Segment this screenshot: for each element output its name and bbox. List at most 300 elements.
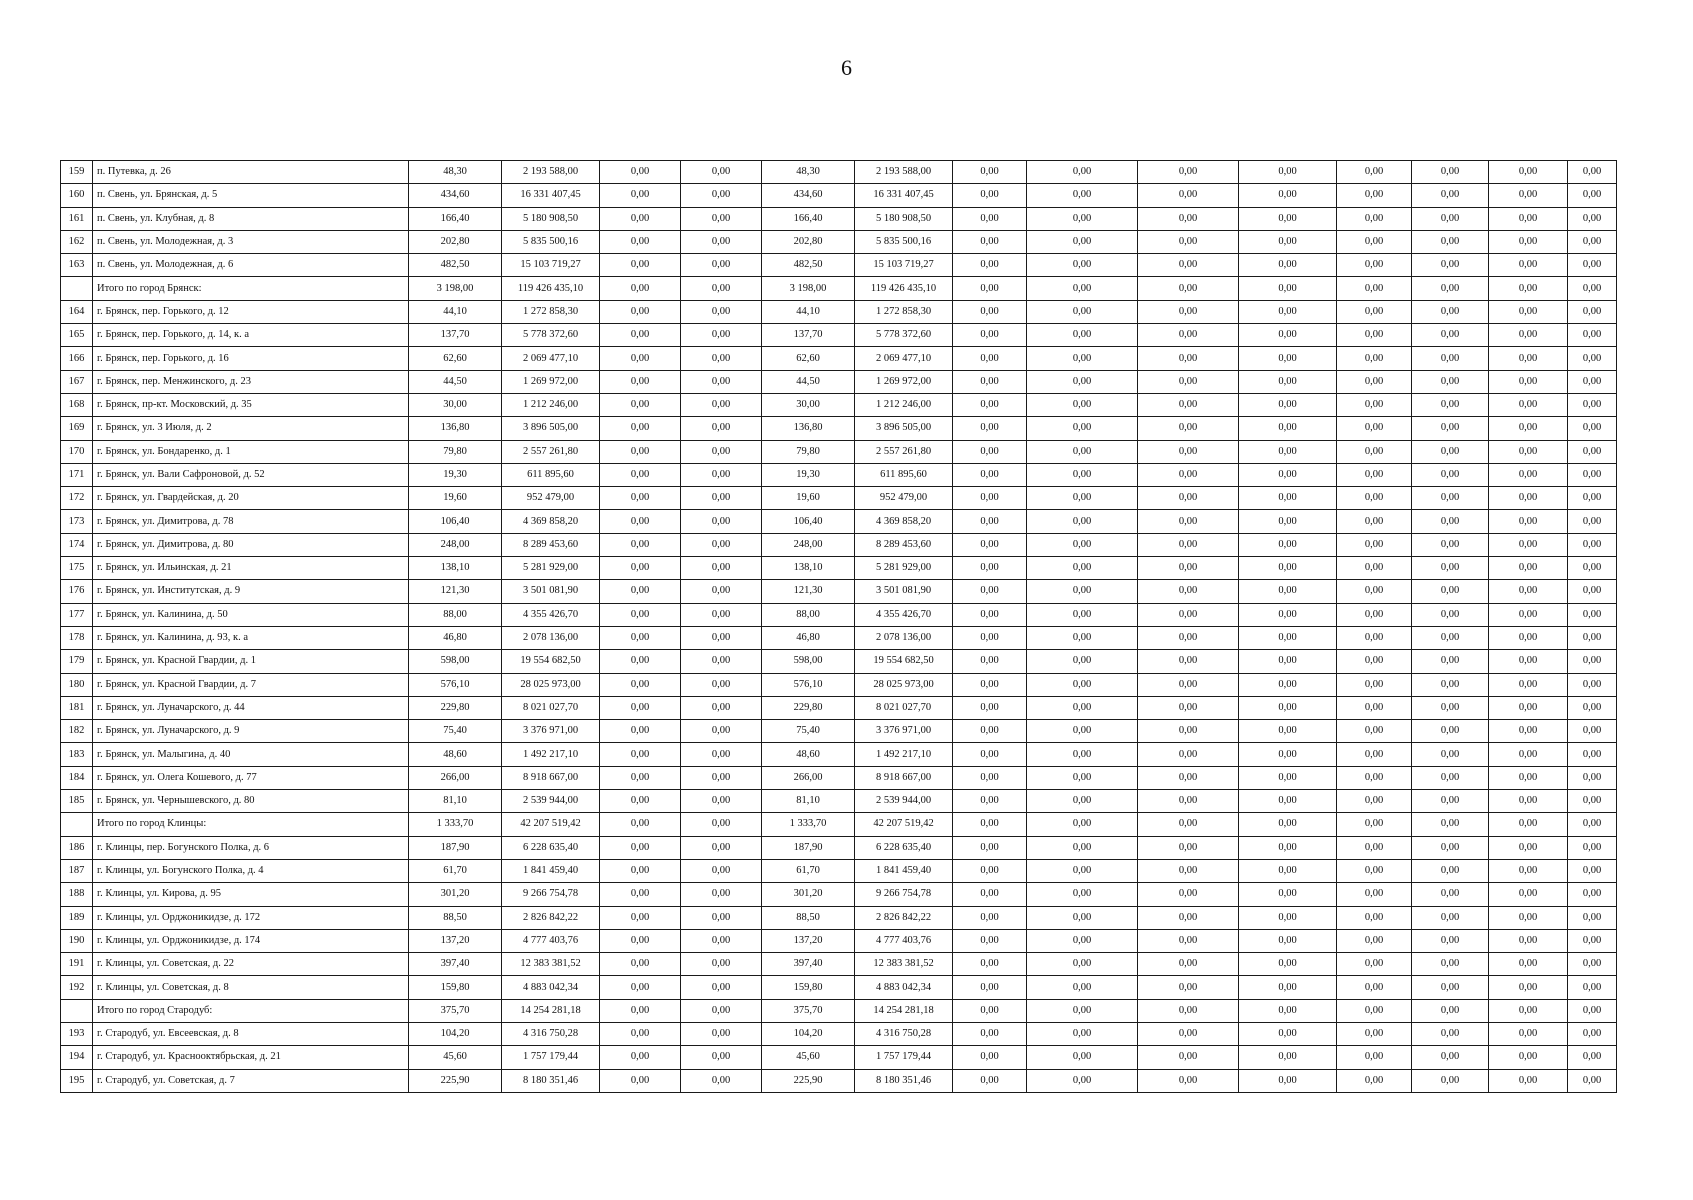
value-cell: 229,80 <box>762 696 855 719</box>
value-cell: 44,10 <box>762 300 855 323</box>
row-number: 194 <box>61 1046 93 1069</box>
value-cell: 0,00 <box>1489 836 1568 859</box>
address-cell: Итого по город Стародуб: <box>93 999 409 1022</box>
value-cell: 0,00 <box>600 393 681 416</box>
value-cell: 0,00 <box>953 440 1027 463</box>
value-cell: 28 025 973,00 <box>502 673 600 696</box>
value-cell: 0,00 <box>1027 557 1138 580</box>
value-cell: 0,00 <box>1027 207 1138 230</box>
value-cell: 0,00 <box>681 184 762 207</box>
value-cell: 0,00 <box>600 580 681 603</box>
value-cell: 266,00 <box>409 766 502 789</box>
value-cell: 0,00 <box>1337 883 1412 906</box>
value-cell: 0,00 <box>681 580 762 603</box>
value-cell: 0,00 <box>953 487 1027 510</box>
value-cell: 137,70 <box>409 324 502 347</box>
value-cell: 0,00 <box>953 953 1027 976</box>
value-cell: 0,00 <box>600 836 681 859</box>
value-cell: 0,00 <box>953 836 1027 859</box>
value-cell: 0,00 <box>1138 790 1239 813</box>
value-cell: 0,00 <box>1412 161 1489 184</box>
value-cell: 3 896 505,00 <box>502 417 600 440</box>
value-cell: 0,00 <box>1489 603 1568 626</box>
value-cell: 0,00 <box>1489 207 1568 230</box>
value-cell: 0,00 <box>681 929 762 952</box>
value-cell: 1 333,70 <box>762 813 855 836</box>
value-cell: 0,00 <box>1489 510 1568 533</box>
value-cell: 0,00 <box>1337 859 1412 882</box>
address-cell: г. Брянск, ул. Ильинская, д. 21 <box>93 557 409 580</box>
value-cell: 0,00 <box>681 626 762 649</box>
value-cell: 0,00 <box>1138 161 1239 184</box>
value-cell: 75,40 <box>409 720 502 743</box>
value-cell: 48,30 <box>409 161 502 184</box>
value-cell: 0,00 <box>1568 277 1617 300</box>
value-cell: 0,00 <box>1412 929 1489 952</box>
value-cell: 15 103 719,27 <box>855 254 953 277</box>
value-cell: 0,00 <box>1337 463 1412 486</box>
address-cell: г. Брянск, ул. 3 Июля, д. 2 <box>93 417 409 440</box>
value-cell: 0,00 <box>1568 743 1617 766</box>
table-row <box>61 603 1617 626</box>
value-cell: 1 272 858,30 <box>855 300 953 323</box>
value-cell: 0,00 <box>681 790 762 813</box>
row-number: 188 <box>61 883 93 906</box>
value-cell: 0,00 <box>953 813 1027 836</box>
table-row <box>61 836 1617 859</box>
value-cell: 0,00 <box>1489 370 1568 393</box>
value-cell: 0,00 <box>953 859 1027 882</box>
value-cell: 19,60 <box>762 487 855 510</box>
value-cell: 0,00 <box>1568 790 1617 813</box>
value-cell: 0,00 <box>1568 440 1617 463</box>
value-cell: 0,00 <box>1337 440 1412 463</box>
value-cell: 81,10 <box>409 790 502 813</box>
value-cell: 0,00 <box>600 859 681 882</box>
value-cell: 0,00 <box>1412 1069 1489 1092</box>
table-row <box>61 976 1617 999</box>
row-number: 192 <box>61 976 93 999</box>
value-cell: 482,50 <box>762 254 855 277</box>
value-cell: 0,00 <box>1027 1069 1138 1092</box>
value-cell: 0,00 <box>1568 673 1617 696</box>
value-cell: 0,00 <box>1489 696 1568 719</box>
value-cell: 0,00 <box>1337 184 1412 207</box>
value-cell: 0,00 <box>1138 463 1239 486</box>
value-cell: 0,00 <box>1138 836 1239 859</box>
row-number: 169 <box>61 417 93 440</box>
value-cell: 0,00 <box>681 1069 762 1092</box>
value-cell: 0,00 <box>1412 836 1489 859</box>
value-cell: 12 383 381,52 <box>502 953 600 976</box>
value-cell: 44,10 <box>409 300 502 323</box>
value-cell: 4 883 042,34 <box>502 976 600 999</box>
value-cell: 0,00 <box>1027 161 1138 184</box>
value-cell: 0,00 <box>1568 417 1617 440</box>
value-cell: 0,00 <box>1027 790 1138 813</box>
value-cell: 0,00 <box>681 1022 762 1045</box>
row-number: 193 <box>61 1022 93 1045</box>
value-cell: 2 539 944,00 <box>855 790 953 813</box>
value-cell: 0,00 <box>1412 324 1489 347</box>
value-cell: 0,00 <box>681 440 762 463</box>
value-cell: 1 269 972,00 <box>502 370 600 393</box>
value-cell: 1 333,70 <box>409 813 502 836</box>
value-cell: 0,00 <box>1337 417 1412 440</box>
value-cell: 19,30 <box>409 463 502 486</box>
value-cell: 1 757 179,44 <box>502 1046 600 1069</box>
value-cell: 8 289 453,60 <box>502 533 600 556</box>
value-cell: 0,00 <box>953 184 1027 207</box>
value-cell: 1 212 246,00 <box>502 393 600 416</box>
value-cell: 0,00 <box>1568 161 1617 184</box>
value-cell: 0,00 <box>1412 859 1489 882</box>
address-cell: г. Брянск, ул. Институтская, д. 9 <box>93 580 409 603</box>
value-cell: 0,00 <box>1027 813 1138 836</box>
value-cell: 0,00 <box>1568 533 1617 556</box>
value-cell: 0,00 <box>1337 906 1412 929</box>
value-cell: 0,00 <box>1138 976 1239 999</box>
address-cell: п. Свень, ул. Молодежная, д. 6 <box>93 254 409 277</box>
value-cell: 0,00 <box>1489 626 1568 649</box>
value-cell: 5 778 372,60 <box>855 324 953 347</box>
table-row-total <box>61 999 1617 1022</box>
value-cell: 0,00 <box>1239 161 1337 184</box>
value-cell: 0,00 <box>1412 580 1489 603</box>
value-cell: 8 918 667,00 <box>502 766 600 789</box>
value-cell: 0,00 <box>1239 533 1337 556</box>
value-cell: 0,00 <box>1138 370 1239 393</box>
value-cell: 0,00 <box>1138 254 1239 277</box>
value-cell: 0,00 <box>1027 417 1138 440</box>
value-cell: 248,00 <box>409 533 502 556</box>
value-cell: 0,00 <box>1568 976 1617 999</box>
value-cell: 14 254 281,18 <box>855 999 953 1022</box>
value-cell: 0,00 <box>1489 999 1568 1022</box>
value-cell: 0,00 <box>953 720 1027 743</box>
value-cell: 2 557 261,80 <box>855 440 953 463</box>
row-number <box>61 277 93 300</box>
value-cell: 0,00 <box>1337 953 1412 976</box>
value-cell: 0,00 <box>1239 277 1337 300</box>
value-cell: 6 228 635,40 <box>502 836 600 859</box>
value-cell: 0,00 <box>1138 603 1239 626</box>
value-cell: 121,30 <box>409 580 502 603</box>
address-cell: г. Клинцы, ул. Советская, д. 22 <box>93 953 409 976</box>
value-cell: 0,00 <box>1239 207 1337 230</box>
value-cell: 106,40 <box>409 510 502 533</box>
address-cell: г. Брянск, ул. Луначарского, д. 44 <box>93 696 409 719</box>
row-number: 186 <box>61 836 93 859</box>
value-cell: 0,00 <box>600 883 681 906</box>
value-cell: 0,00 <box>1489 929 1568 952</box>
value-cell: 266,00 <box>762 766 855 789</box>
address-cell: г. Брянск, ул. Калинина, д. 93, к. а <box>93 626 409 649</box>
value-cell: 1 841 459,40 <box>502 859 600 882</box>
value-cell: 187,90 <box>762 836 855 859</box>
value-cell: 48,30 <box>762 161 855 184</box>
value-cell: 0,00 <box>1412 790 1489 813</box>
value-cell: 2 539 944,00 <box>502 790 600 813</box>
table-row <box>61 324 1617 347</box>
value-cell: 0,00 <box>1239 906 1337 929</box>
value-cell: 0,00 <box>1568 510 1617 533</box>
value-cell: 2 069 477,10 <box>855 347 953 370</box>
value-cell: 0,00 <box>1568 393 1617 416</box>
value-cell: 0,00 <box>1239 417 1337 440</box>
value-cell: 0,00 <box>1138 440 1239 463</box>
value-cell: 0,00 <box>1337 277 1412 300</box>
value-cell: 0,00 <box>1568 557 1617 580</box>
value-cell: 0,00 <box>1337 510 1412 533</box>
value-cell: 0,00 <box>1337 813 1412 836</box>
value-cell: 0,00 <box>1138 510 1239 533</box>
value-cell: 0,00 <box>1337 393 1412 416</box>
value-cell: 42 207 519,42 <box>502 813 600 836</box>
value-cell: 0,00 <box>1027 277 1138 300</box>
value-cell: 104,20 <box>762 1022 855 1045</box>
value-cell: 0,00 <box>1138 347 1239 370</box>
value-cell: 5 835 500,16 <box>855 230 953 253</box>
value-cell: 0,00 <box>1239 487 1337 510</box>
value-cell: 46,80 <box>409 626 502 649</box>
value-cell: 0,00 <box>1489 976 1568 999</box>
value-cell: 0,00 <box>681 161 762 184</box>
value-cell: 166,40 <box>409 207 502 230</box>
value-cell: 2 193 588,00 <box>855 161 953 184</box>
value-cell: 0,00 <box>1239 720 1337 743</box>
value-cell: 0,00 <box>1568 487 1617 510</box>
table-row <box>61 626 1617 649</box>
table-row <box>61 1069 1617 1092</box>
value-cell: 0,00 <box>600 440 681 463</box>
value-cell: 0,00 <box>1568 650 1617 673</box>
row-number: 161 <box>61 207 93 230</box>
value-cell: 0,00 <box>600 324 681 347</box>
value-cell: 2 557 261,80 <box>502 440 600 463</box>
value-cell: 137,20 <box>762 929 855 952</box>
value-cell: 137,70 <box>762 324 855 347</box>
address-cell: г. Стародуб, ул. Евсеевская, д. 8 <box>93 1022 409 1045</box>
value-cell: 0,00 <box>953 207 1027 230</box>
value-cell: 61,70 <box>762 859 855 882</box>
row-number: 165 <box>61 324 93 347</box>
value-cell: 0,00 <box>953 580 1027 603</box>
value-cell: 0,00 <box>1489 1069 1568 1092</box>
row-number: 181 <box>61 696 93 719</box>
value-cell: 4 369 858,20 <box>502 510 600 533</box>
value-cell: 0,00 <box>1027 929 1138 952</box>
value-cell: 0,00 <box>953 300 1027 323</box>
value-cell: 0,00 <box>1568 836 1617 859</box>
value-cell: 0,00 <box>1489 580 1568 603</box>
value-cell: 0,00 <box>1239 347 1337 370</box>
value-cell: 0,00 <box>1489 393 1568 416</box>
value-cell: 0,00 <box>953 393 1027 416</box>
value-cell: 30,00 <box>409 393 502 416</box>
address-cell: г. Брянск, ул. Гвардейская, д. 20 <box>93 487 409 510</box>
value-cell: 0,00 <box>1489 790 1568 813</box>
value-cell: 0,00 <box>1239 976 1337 999</box>
row-number: 173 <box>61 510 93 533</box>
table-row <box>61 184 1617 207</box>
value-cell: 0,00 <box>1239 440 1337 463</box>
value-cell: 79,80 <box>409 440 502 463</box>
value-cell: 30,00 <box>762 393 855 416</box>
address-cell: г. Брянск, ул. Димитрова, д. 78 <box>93 510 409 533</box>
value-cell: 0,00 <box>1337 207 1412 230</box>
row-number: 168 <box>61 393 93 416</box>
value-cell: 3 501 081,90 <box>502 580 600 603</box>
value-cell: 0,00 <box>1027 743 1138 766</box>
row-number: 164 <box>61 300 93 323</box>
value-cell: 0,00 <box>1489 673 1568 696</box>
value-cell: 611 895,60 <box>502 463 600 486</box>
value-cell: 0,00 <box>1027 696 1138 719</box>
value-cell: 0,00 <box>1489 1046 1568 1069</box>
value-cell: 0,00 <box>1027 440 1138 463</box>
value-cell: 0,00 <box>681 300 762 323</box>
value-cell: 104,20 <box>409 1022 502 1045</box>
value-cell: 0,00 <box>953 347 1027 370</box>
value-cell: 0,00 <box>1027 673 1138 696</box>
value-cell: 0,00 <box>1568 184 1617 207</box>
value-cell: 0,00 <box>1239 557 1337 580</box>
value-cell: 0,00 <box>1489 650 1568 673</box>
row-number: 163 <box>61 254 93 277</box>
value-cell: 0,00 <box>1027 184 1138 207</box>
value-cell: 0,00 <box>953 650 1027 673</box>
value-cell: 0,00 <box>1568 1069 1617 1092</box>
value-cell: 44,50 <box>409 370 502 393</box>
value-cell: 0,00 <box>600 161 681 184</box>
value-cell: 0,00 <box>1489 300 1568 323</box>
value-cell: 229,80 <box>409 696 502 719</box>
value-cell: 0,00 <box>1489 766 1568 789</box>
value-cell: 9 266 754,78 <box>855 883 953 906</box>
value-cell: 8 289 453,60 <box>855 533 953 556</box>
value-cell: 0,00 <box>1412 463 1489 486</box>
value-cell: 0,00 <box>1489 463 1568 486</box>
value-cell: 0,00 <box>953 999 1027 1022</box>
value-cell: 0,00 <box>1239 836 1337 859</box>
row-number: 162 <box>61 230 93 253</box>
row-number <box>61 813 93 836</box>
value-cell: 0,00 <box>1337 836 1412 859</box>
row-number: 187 <box>61 859 93 882</box>
value-cell: 0,00 <box>681 883 762 906</box>
value-cell: 81,10 <box>762 790 855 813</box>
value-cell: 0,00 <box>1138 720 1239 743</box>
value-cell: 0,00 <box>681 650 762 673</box>
value-cell: 75,40 <box>762 720 855 743</box>
value-cell: 0,00 <box>1027 650 1138 673</box>
value-cell: 0,00 <box>1412 230 1489 253</box>
value-cell: 0,00 <box>1412 673 1489 696</box>
value-cell: 0,00 <box>1337 929 1412 952</box>
value-cell: 0,00 <box>1489 743 1568 766</box>
value-cell: 0,00 <box>600 650 681 673</box>
table-row <box>61 1046 1617 1069</box>
value-cell: 0,00 <box>1489 859 1568 882</box>
value-cell: 0,00 <box>1138 1046 1239 1069</box>
value-cell: 0,00 <box>1337 487 1412 510</box>
value-cell: 1 492 217,10 <box>855 743 953 766</box>
value-cell: 0,00 <box>1489 417 1568 440</box>
value-cell: 3 376 971,00 <box>855 720 953 743</box>
row-number: 189 <box>61 906 93 929</box>
value-cell: 3 198,00 <box>409 277 502 300</box>
value-cell: 0,00 <box>1412 393 1489 416</box>
value-cell: 0,00 <box>600 184 681 207</box>
value-cell: 0,00 <box>1239 603 1337 626</box>
value-cell: 0,00 <box>600 906 681 929</box>
value-cell: 0,00 <box>600 347 681 370</box>
value-cell: 45,60 <box>762 1046 855 1069</box>
value-cell: 0,00 <box>600 953 681 976</box>
value-cell: 0,00 <box>1412 1022 1489 1045</box>
value-cell: 0,00 <box>1239 696 1337 719</box>
address-cell: г. Брянск, ул. Малыгина, д. 40 <box>93 743 409 766</box>
value-cell: 0,00 <box>1489 440 1568 463</box>
value-cell: 0,00 <box>1138 696 1239 719</box>
value-cell: 0,00 <box>681 393 762 416</box>
value-cell: 0,00 <box>1489 347 1568 370</box>
value-cell: 0,00 <box>1027 1046 1138 1069</box>
value-cell: 0,00 <box>1027 766 1138 789</box>
value-cell: 62,60 <box>409 347 502 370</box>
value-cell: 0,00 <box>1489 161 1568 184</box>
value-cell: 0,00 <box>1568 254 1617 277</box>
value-cell: 0,00 <box>1138 184 1239 207</box>
value-cell: 0,00 <box>1138 883 1239 906</box>
value-cell: 0,00 <box>681 813 762 836</box>
row-number: 177 <box>61 603 93 626</box>
value-cell: 119 426 435,10 <box>502 277 600 300</box>
value-cell: 0,00 <box>1412 254 1489 277</box>
value-cell: 0,00 <box>1239 1022 1337 1045</box>
value-cell: 0,00 <box>1239 393 1337 416</box>
value-cell: 8 918 667,00 <box>855 766 953 789</box>
value-cell: 3 896 505,00 <box>855 417 953 440</box>
value-cell: 0,00 <box>681 417 762 440</box>
row-number: 159 <box>61 161 93 184</box>
value-cell: 4 316 750,28 <box>502 1022 600 1045</box>
value-cell: 0,00 <box>1239 324 1337 347</box>
value-cell: 0,00 <box>1027 883 1138 906</box>
table-row <box>61 696 1617 719</box>
value-cell: 0,00 <box>681 906 762 929</box>
value-cell: 138,10 <box>762 557 855 580</box>
value-cell: 0,00 <box>1239 510 1337 533</box>
value-cell: 1 272 858,30 <box>502 300 600 323</box>
value-cell: 136,80 <box>409 417 502 440</box>
address-cell: Итого по город Брянск: <box>93 277 409 300</box>
value-cell: 5 281 929,00 <box>502 557 600 580</box>
value-cell: 0,00 <box>1412 207 1489 230</box>
value-cell: 0,00 <box>953 929 1027 952</box>
table-row <box>61 347 1617 370</box>
value-cell: 88,00 <box>409 603 502 626</box>
value-cell: 482,50 <box>409 254 502 277</box>
address-cell: г. Клинцы, ул. Богунского Полка, д. 4 <box>93 859 409 882</box>
value-cell: 1 492 217,10 <box>502 743 600 766</box>
value-cell: 0,00 <box>1337 696 1412 719</box>
value-cell: 0,00 <box>1489 487 1568 510</box>
row-number: 178 <box>61 626 93 649</box>
value-cell: 0,00 <box>1138 533 1239 556</box>
value-cell: 0,00 <box>1568 720 1617 743</box>
